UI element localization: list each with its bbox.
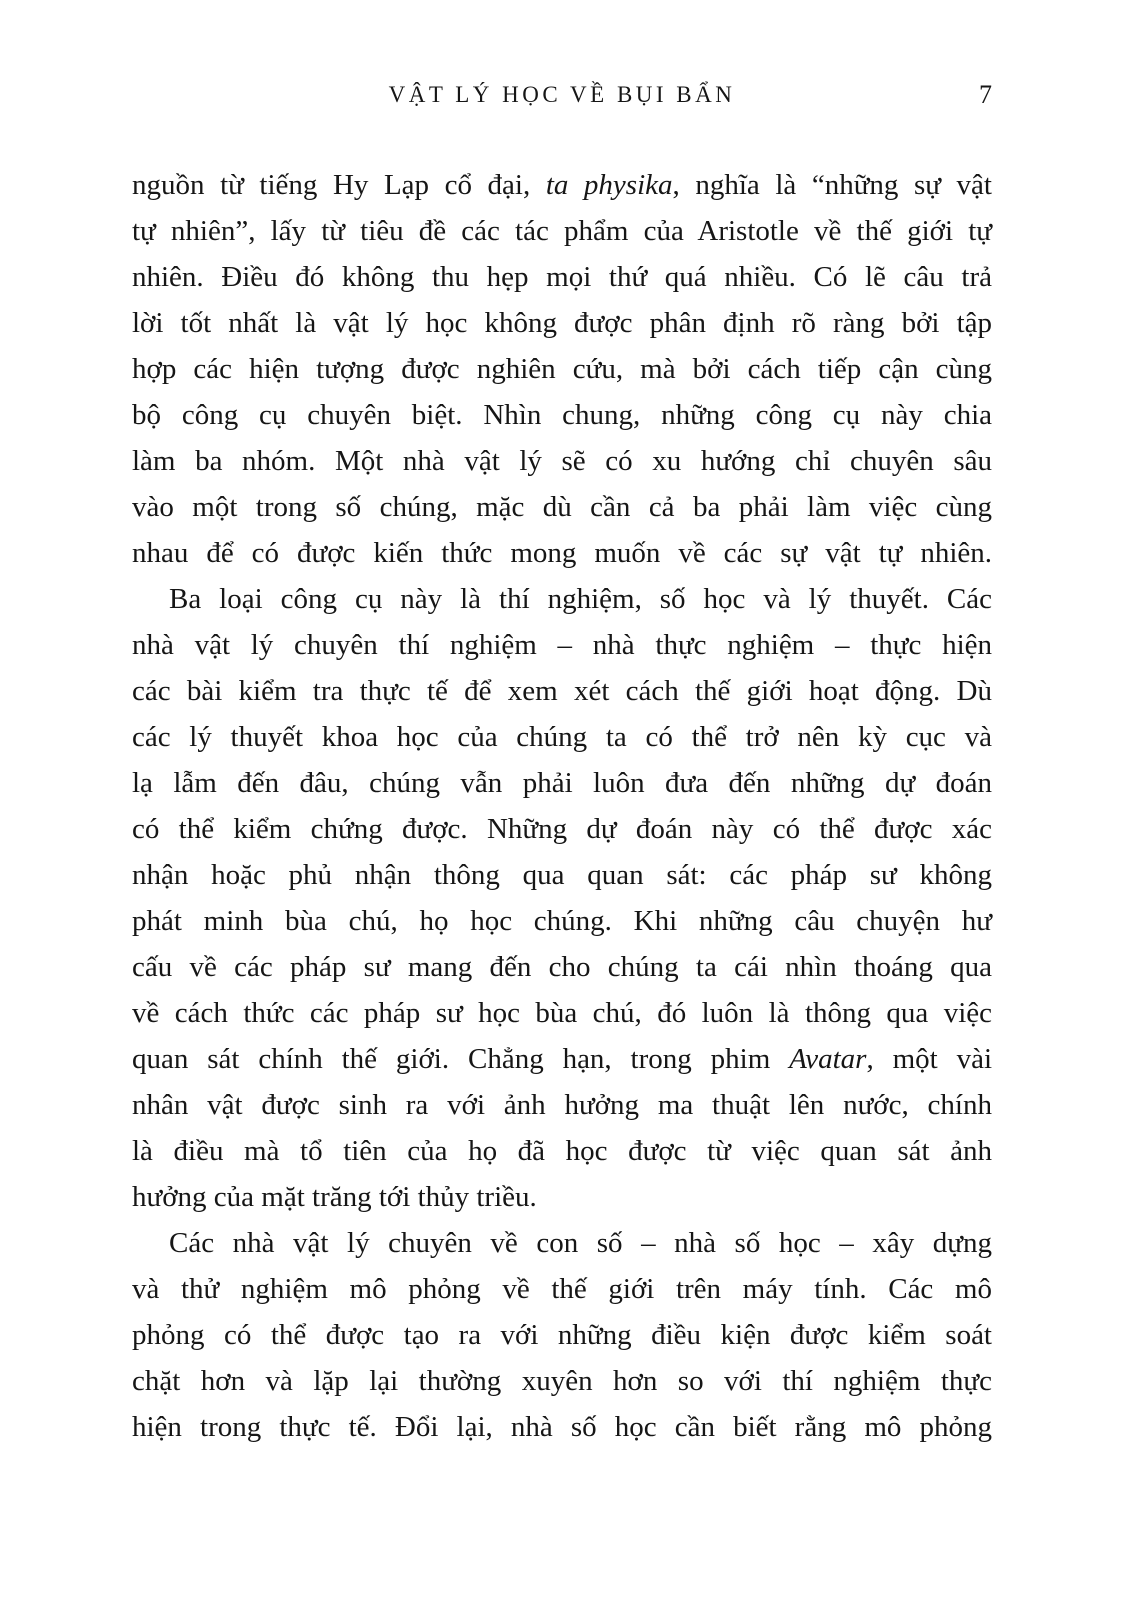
text-segment: về cách thức các pháp sư học bùa chú, đó luôn là thông qua việc <box>132 997 992 1029</box>
text-segment: nhiên. Điều đó không thu hẹp mọi thứ quá nhiều. Có lẽ câu trả <box>132 261 992 293</box>
text-segment: hưởng của mặt trăng tới thủy triều. <box>132 1181 537 1213</box>
text-segment: phỏng có thể được tạo ra với những điều kiện được kiểm soát <box>132 1319 992 1351</box>
text-line <box>132 1312 992 1358</box>
text-segment: lời tốt nhất là vật lý học không được phân định rõ ràng bởi tập <box>132 307 992 339</box>
text-segment: và thử nghiệm mô phỏng về thế giới trên máy tính. Các mô <box>132 1273 992 1305</box>
text-line <box>132 944 992 990</box>
text-segment: bộ công cụ chuyên biệt. Nhìn chung, những công cụ này chia <box>132 399 992 431</box>
paragraph <box>132 576 992 1220</box>
text-segment: nguồn từ tiếng Hy Lạp cổ đại, <box>132 169 546 201</box>
text-line <box>132 714 992 760</box>
text-line <box>132 1220 992 1266</box>
text-line <box>132 668 992 714</box>
text-line <box>132 1082 992 1128</box>
text-line <box>132 852 992 898</box>
text-segment: hiện trong thực tế. Đổi lại, nhà số học cần biết rằng mô phỏng <box>132 1411 992 1443</box>
text-line <box>132 300 992 346</box>
text-line <box>132 760 992 806</box>
page-header <box>132 82 992 116</box>
text-line <box>132 1266 992 1312</box>
text-line <box>132 438 992 484</box>
text-segment: lạ lẫm đến đâu, chúng vẫn phải luôn đưa đến những dự đoán <box>132 767 992 799</box>
text-segment: các bài kiểm tra thực tế để xem xét cách thế giới hoạt động. Dù <box>132 675 992 707</box>
running-head-title: VẬT LÝ HỌC VỀ BỤI BẨN <box>388 82 736 107</box>
paragraph <box>132 162 992 576</box>
body-text <box>132 162 992 1450</box>
italic-text-segment: Avatar <box>789 1043 867 1075</box>
text-segment: là điều mà tổ tiên của họ đã học được từ việc quan sát ảnh <box>132 1135 992 1167</box>
text-line <box>132 346 992 392</box>
italic-text-segment: ta physika <box>545 169 673 201</box>
text-segment: cấu về các pháp sư mang đến cho chúng ta cái nhìn thoáng qua <box>132 951 992 983</box>
text-line <box>132 484 992 530</box>
text-line <box>132 898 992 944</box>
text-segment: , một vài <box>866 1043 992 1075</box>
text-segment: nhau để có được kiến thức mong muốn về các sự vật tự nhiên. <box>132 537 992 569</box>
text-segment: các lý thuyết khoa học của chúng ta có thể trở nên kỳ cục và <box>132 721 992 753</box>
text-segment: tự nhiên”, lấy từ tiêu đề các tác phẩm của Aristotle về thế giới tự <box>132 215 992 247</box>
text-segment: làm ba nhóm. Một nhà vật lý sẽ có xu hướng chỉ chuyên sâu <box>132 445 992 477</box>
text-segment: nhận hoặc phủ nhận thông qua quan sát: các pháp sư không <box>132 859 992 891</box>
text-segment: hợp các hiện tượng được nghiên cứu, mà bởi cách tiếp cận cùng <box>132 353 992 385</box>
text-segment: nhân vật được sinh ra với ảnh hưởng ma thuật lên nước, chính <box>132 1089 992 1121</box>
paragraph <box>132 1220 992 1450</box>
page-number: 7 <box>979 80 992 109</box>
text-segment: , nghĩa là “những sự vật <box>672 169 992 201</box>
text-line <box>132 1128 992 1174</box>
text-segment: có thể kiểm chứng được. Những dự đoán này có thể được xác <box>132 813 992 845</box>
text-line <box>132 530 992 576</box>
text-line <box>132 990 992 1036</box>
text-segment: vào một trong số chúng, mặc dù cần cả ba phải làm việc cùng <box>132 491 992 523</box>
text-segment: Các nhà vật lý chuyên về con số – nhà số học – xây dựng <box>169 1227 992 1259</box>
text-line <box>132 1358 992 1404</box>
text-line <box>132 576 992 622</box>
text-segment: nhà vật lý chuyên thí nghiệm – nhà thực nghiệm – thực hiện <box>132 629 992 661</box>
text-line <box>132 806 992 852</box>
text-line <box>132 162 992 208</box>
text-line <box>132 1174 992 1220</box>
text-segment: Ba loại công cụ này là thí nghiệm, số học và lý thuyết. Các <box>169 583 992 615</box>
text-segment: quan sát chính thế giới. Chẳng hạn, trong phim <box>132 1043 790 1075</box>
text-line <box>132 1404 992 1450</box>
text-line <box>132 392 992 438</box>
text-line <box>132 622 992 668</box>
text-segment: chặt hơn và lặp lại thường xuyên hơn so với thí nghiệm thực <box>132 1365 992 1397</box>
text-line <box>132 208 992 254</box>
text-line <box>132 1036 992 1082</box>
text-segment: phát minh bùa chú, họ học chúng. Khi những câu chuyện hư <box>132 905 992 937</box>
text-line <box>132 254 992 300</box>
